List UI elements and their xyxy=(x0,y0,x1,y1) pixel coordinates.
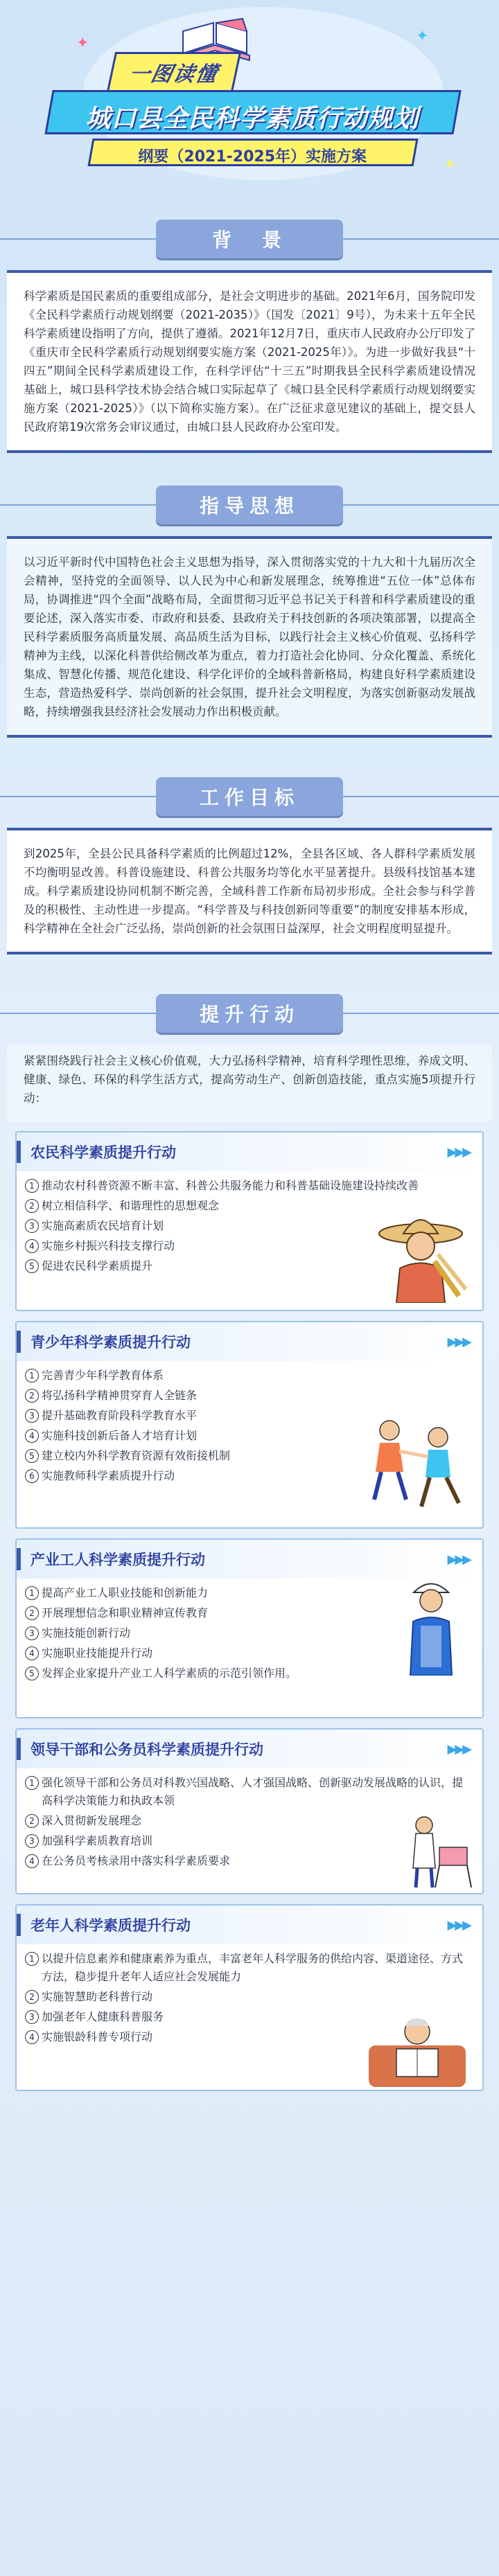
action-card-workers xyxy=(15,1538,484,1718)
card-list xyxy=(17,1944,482,2058)
list-item: 2 实施智慧助老科普行动 xyxy=(25,1988,470,2006)
sparkle-icon: ✦ xyxy=(444,156,457,173)
card-title: 青少年科学素质提升行动 xyxy=(17,1322,482,1361)
page-title: 城口县全民科学素质行动规划 xyxy=(85,105,419,133)
sparkle-icon: ✦ xyxy=(76,35,89,52)
list-item: 4 实施乡村振兴科技支撑行动 xyxy=(25,1237,470,1255)
list-item: 4 实施科技创新后备人才培育计划 xyxy=(25,1427,470,1445)
arrows-icon: ▶▶▶ xyxy=(447,1335,470,1349)
list-item: 1 完善青少年科学教育体系 xyxy=(25,1367,470,1385)
list-item: 6 实施教师科学素质提升行动 xyxy=(25,1467,470,1485)
card-title: 领导干部和公务员科学素质提升行动 xyxy=(17,1730,482,1768)
list-item: 1 推动农村科普资源不断丰富、科普公共服务能力和科普基础设施建设持续改善 xyxy=(25,1177,470,1195)
card-title: 农民科学素质提升行动 xyxy=(17,1132,482,1171)
card-list xyxy=(17,1768,482,1882)
action-card-youth xyxy=(15,1321,484,1529)
card-list xyxy=(17,1579,482,1694)
section-heading-guiding xyxy=(0,474,499,536)
list-item: 4 实施职业技能提升行动 xyxy=(25,1644,470,1662)
section-heading-actions xyxy=(0,982,499,1045)
arrows-icon: ▶▶▶ xyxy=(447,1742,470,1757)
list-item: 3 实施高素质农民培育计划 xyxy=(25,1217,470,1235)
action-card-elderly xyxy=(15,1904,484,2091)
list-item: 1 提高产业工人职业技能和创新能力 xyxy=(25,1584,470,1602)
guiding-text: 以习近平新时代中国特色社会主义思想为指导，深入贯彻落实党的十九大和十九届历次全会精神，坚持党的全面领导、以人民为中心和新发展理念，统筹推进“五位一体”总体布局，协调推进“四个全面”战略布局，全面贯彻习近平总书记关于科普和科学素质建设的重要论述，深入落实市委、市政府和县委、县政府关于科技创新的各项决策部署，以提高全民科学素质服务高质量发展、高品质生活为目标，以践行社会主义核心价值观、弘扬科学精神为主线，以深化科普供给侧改革为重点，着力打造社会化协同、分众化覆盖、系统化集成、智慧化传播、规范化建设、科学化评价的全域科普新格局，构建良好科学素质建设生态，营造热爱科学、崇尚创新的社会氛围，提升社会文明程度，为落实创新驱动发展战略，持续增强我县经济社会发展动力作出积极贡献。 xyxy=(7,536,492,738)
list-item: 2 将弘扬科学精神贯穿育人全链条 xyxy=(25,1387,470,1405)
section-title: 提升行动 xyxy=(156,994,343,1033)
list-item: 2 树立相信科学、和谐理性的思想观念 xyxy=(25,1197,470,1215)
list-item: 4 实施银龄科普专项行动 xyxy=(25,2028,470,2046)
section-heading-goals xyxy=(0,765,499,828)
section-title: 指导思想 xyxy=(156,486,343,524)
arrows-icon: ▶▶▶ xyxy=(447,1552,470,1567)
list-item: 2 开展理想信念和职业精神宣传教育 xyxy=(25,1604,470,1622)
card-list xyxy=(17,1361,482,1497)
section-heading-background xyxy=(0,208,499,270)
action-card-farmers xyxy=(15,1131,484,1311)
list-item: 4 在公务员考核录用中落实科学素质要求 xyxy=(25,1852,470,1870)
arrows-icon: ▶▶▶ xyxy=(447,1145,470,1160)
page-title-box xyxy=(44,90,461,134)
list-item: 5 发挥企业家提升产业工人科学素质的示范引领作用。 xyxy=(25,1664,470,1682)
list-item: 1 以提升信息素养和健康素养为重点，丰富老年人科学服务的供给内容、渠道途径、方式方法，稳步提升老年人适应社会发展能力 xyxy=(25,1950,470,1986)
background-text: 科学素质是国民素质的重要组成部分，是社会文明进步的基础。2021年6月，国务院印发《全民科学素质行动规划纲要（2021-2035）》（国发〔2021〕9号），为未来十五年全民科学素质建设指明了方向，提供了遵循。2021年12月7日，重庆市人民政府办公厅印发了《重庆市全民科学素质行动规划纲要实施方案（2021-2025年）》。为进一步做好我县“十四五”期间全民科学素质建设工作，在科学评估“十三五”时期我县全民科学素质建设情况基础上，城口县科学技术协会结合城口实际起草了《城口县全民科学素质行动规划纲要实施方案（2021-2025）》（以下简称实施方案）。在广泛征求意见建议的基础上，提交县人民政府第19次常务会审议通过，由城口县人民政府办公室印发。 xyxy=(7,270,492,453)
list-item: 5 建立校内外科学教育资源有效衔接机制 xyxy=(25,1447,470,1465)
list-item: 3 加强科学素质教育培训 xyxy=(25,1832,470,1850)
action-card-officials xyxy=(15,1728,484,1894)
section-title: 工作目标 xyxy=(156,777,343,816)
page-subtitle: 纲要（2021-2025年）实施方案 xyxy=(138,148,367,166)
page-subtitle-box xyxy=(87,139,418,166)
arrows-icon: ▶▶▶ xyxy=(447,1918,470,1933)
section-title: 背 景 xyxy=(156,220,343,258)
header-tag: 一图读懂 xyxy=(107,52,241,92)
list-item: 3 加强老年人健康科普服务 xyxy=(25,2008,470,2026)
goals-text: 到2025年，全县公民具备科学素质的比例超过12%，全县各区域、各人群科学素质发展不均衡明显改善。科普设施建设、科普公共服务均等化水平显著提升。县级科技馆基本建成。科学素质建设协同机制不断完善，全域科普工作新布局初步形成。全社会参与科学普及的积极性、主动性进一步提高。“科学普及与科技创新同等重要”的制度安排基本形成，科学精神在全社会广泛弘扬，崇尚创新的社会氛围日益深厚，社会文明程度明显提升。 xyxy=(7,828,492,954)
list-item: 2 深入贯彻新发展理念 xyxy=(25,1812,470,1830)
list-item: 3 提升基础教育阶段科学教育水平 xyxy=(25,1407,470,1425)
actions-intro: 紧紧围绕践行社会主义核心价值观，大力弘扬科学精神，培育科学理性思维，养成文明、健康、绿色、环保的科学生活方式，提高劳动生产、创新创造技能，重点实施5项提升行动： xyxy=(7,1045,492,1121)
card-title: 产业工人科学素质提升行动 xyxy=(17,1540,482,1579)
card-list xyxy=(17,1171,482,1287)
list-item: 5 促进农民科学素质提升 xyxy=(25,1257,470,1275)
card-title: 老年人科学素质提升行动 xyxy=(17,1906,482,1944)
hero-header xyxy=(0,0,499,208)
sparkle-icon: ✦ xyxy=(416,28,429,45)
list-item: 3 实施技能创新行动 xyxy=(25,1624,470,1642)
list-item: 1 强化领导干部和公务员对科教兴国战略、人才强国战略、创新驱动发展战略的认识，提高科学决策能力和执政本领 xyxy=(25,1774,470,1810)
